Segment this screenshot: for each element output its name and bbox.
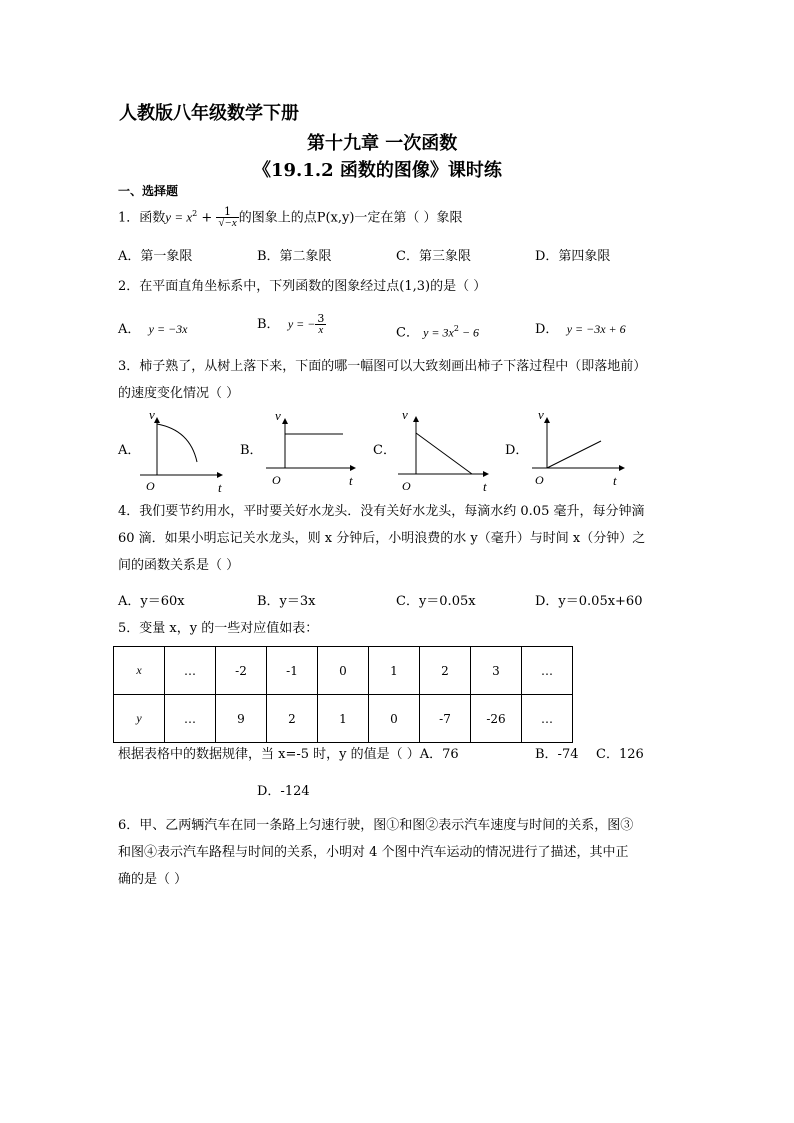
q3-graphs [0,0,794,500]
table-cell: -26 [471,695,522,743]
table-cell: 9 [216,695,267,743]
q5-option-c: C．126 [596,747,644,762]
table-cell: 2 [267,695,318,743]
q4-option-c: C．y＝0.05x [396,594,476,609]
table-cell: 0 [318,647,369,695]
question-3-line-1: 3．柿子熟了，从树上落下来，下面的哪一幅图可以大致刻画出柿子下落过程中（即落地前） [118,359,647,374]
q1-suffix: 的图象上的点P(x,y)一定在第（ ）象限 [238,210,463,226]
q5-answer-line: 根据表格中的数据规律，当 x=-5 时，y 的值是（ ）A．76 [118,747,459,762]
graph-b-axis-t: t [349,473,353,488]
q2-c-expr: y = 3x [423,325,454,340]
question-3-line-2: 的速度变化情况（ ） [118,386,240,401]
table-cell: -1 [267,647,318,695]
q1-prefix: 1．函数 [118,210,166,226]
graph-a-curve [157,424,197,462]
table-cell: 1 [369,647,420,695]
q4-option-b: B．y＝3x [257,594,316,609]
graph-d-axis-v: v [538,407,544,422]
graph-c [398,407,488,494]
q2-c-sup: 2 [453,324,459,333]
table-cell: … [522,647,573,695]
section-heading: 一、选择题 [118,184,179,198]
question-4-line-2: 60 滴．如果小明忘记关水龙头，则 x 分钟后，小明浪费的水 y（毫升）与时间 x（分钟）之 [118,531,646,546]
table-cell: … [165,695,216,743]
graph-a-origin: O [146,479,155,493]
q1-option-b: B．第二象限 [257,249,332,264]
table-cell: 0 [369,695,420,743]
q3-label-c: C． [373,443,396,458]
q5-option-b: B．-74 [535,747,579,762]
q2-b-label: B． [257,317,280,332]
q3-label-d: D． [505,443,529,458]
table-cell: -7 [420,695,471,743]
q1-frac-den: √−x [218,217,237,230]
graph-c-line [416,433,472,474]
table-cell: … [522,695,573,743]
q3-label-b: B． [240,443,263,458]
graph-a-axis-t: t [218,480,222,495]
question-4-line-3: 间的函数关系是（ ） [118,558,240,573]
table-cell: -2 [216,647,267,695]
q2-b-pre: y = − [287,317,316,331]
book-title: 人教版八年级数学下册 [119,103,299,124]
question-2: 2．在平面直角坐标系中，下列函数的图象经过点(1,3)的是（ ） [118,279,487,294]
q2-d-label: D． [535,322,559,337]
table-cell: 1 [318,695,369,743]
chapter-title: 第十九章 一次函数 [307,133,458,154]
q5-option-d: D．-124 [257,784,310,799]
table-cell: 3 [471,647,522,695]
q2-a-expr: y = −3x [148,322,188,336]
graph-a-axis-v: v [149,407,155,422]
q1-option-d: D．第四象限 [535,249,611,264]
question-5: 5．变量 x，y 的一些对应值如表： [118,621,319,636]
graph-c-axis-t: t [483,479,487,494]
question-6-line-2: 和图④表示汽车路程与时间的关系，小明对 4 个图中汽车运动的情况进行了描述，其中正 [118,845,629,860]
question-6-line-1: 6．甲、乙两辆汽车在同一条路上匀速行驶，图①和图②表示汽车速度与时间的关系，图③ [118,818,634,833]
q2-b-den: x [318,324,324,336]
graph-b-axis-v: v [275,408,281,423]
q1-mid: = x [171,209,193,225]
graph-a [140,407,222,495]
table-cell: 2 [420,647,471,695]
q2-c-label: C． [396,325,419,341]
graph-b-origin: O [272,473,281,487]
table-row-x [114,647,573,695]
q2-c-post: − 6 [458,325,480,340]
lesson-title: 《19.1.2 函数的图像》课时练 [253,160,502,181]
q1-option-c: C．第三象限 [396,249,471,264]
q2-a-label: A． [118,322,141,337]
q1-frac-num: 1 [216,206,238,218]
q1-plus: + [197,210,217,226]
values-table [113,646,573,743]
graph-c-axis-v: v [402,407,408,422]
graph-d-axis-t: t [613,473,617,488]
q1-y: y [165,209,172,225]
q2-d-expr: y = −3x + 6 [566,322,626,336]
table-cell: x [114,647,165,695]
q2-b-num: 3 [317,312,325,325]
question-6-line-3: 确的是（ ） [118,872,188,887]
q3-label-a: A． [118,443,141,458]
q4-option-a: A．y＝60x [118,594,185,609]
table-cell: … [165,647,216,695]
q1-option-a: A．第一象限 [118,249,193,264]
q4-option-d: D．y＝0.05x+60 [535,594,643,609]
table-cell: y [114,695,165,743]
graph-b [266,408,355,488]
graph-d [532,407,624,488]
q1-sup: 2 [192,209,198,218]
table-row-y [114,695,573,743]
graph-d-origin: O [535,473,544,487]
graph-d-line [547,441,601,468]
graph-c-origin: O [402,479,411,493]
question-4-line-1: 4．我们要节约用水，平时要关好水龙头．没有关好水龙头，每滴水约 0.05 毫升，每分钟滴 [118,504,645,519]
